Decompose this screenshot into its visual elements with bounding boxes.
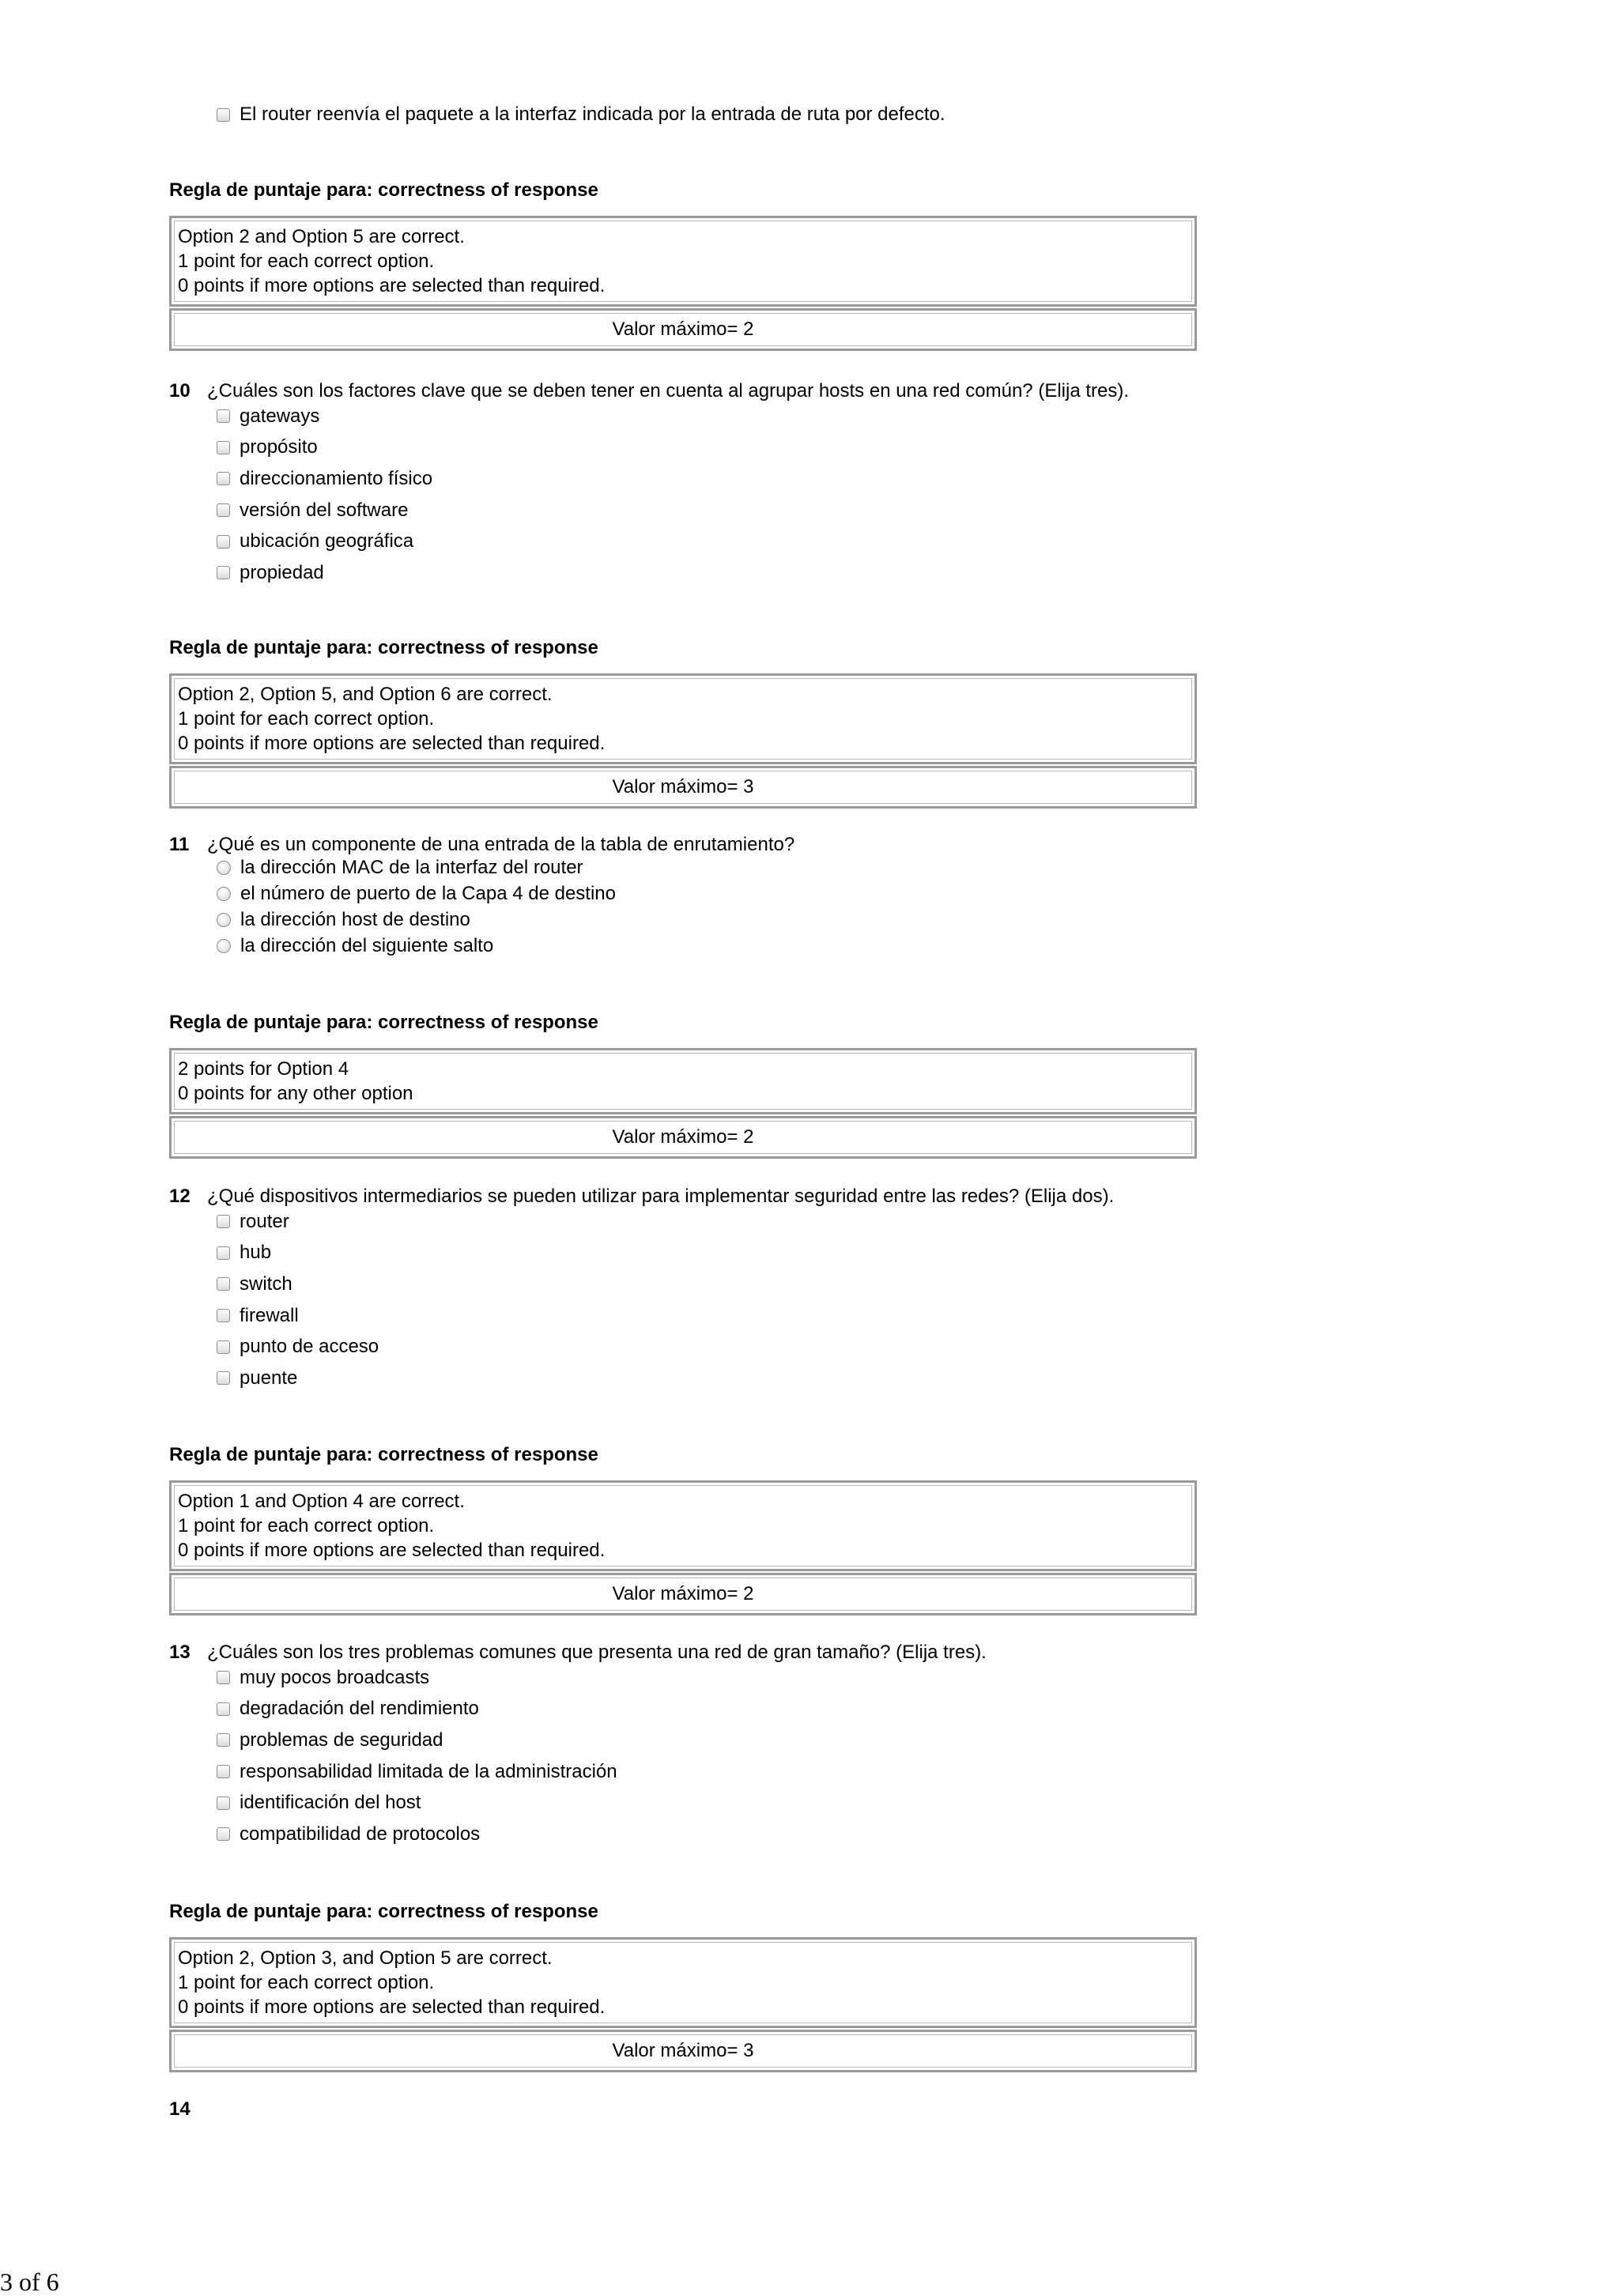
option-label: compatibilidad de protocolos [240, 1823, 481, 1845]
option-label: degradación del rendimiento [240, 1698, 479, 1720]
checkbox[interactable] [217, 1702, 230, 1716]
rule-box [169, 1937, 1197, 2028]
option-item[interactable] [217, 1206, 1197, 1238]
rule-line: 1 point for each correct option. [178, 1972, 435, 1993]
option-label: identificación del host [240, 1792, 421, 1814]
max-value: Valor máximo= 3 [174, 2034, 1192, 2068]
question-12 [169, 1186, 1197, 1394]
option-item[interactable] [217, 1363, 1197, 1394]
checkbox[interactable] [217, 1277, 230, 1291]
checkbox[interactable] [217, 472, 230, 485]
max-value-box [169, 308, 1197, 351]
checkbox[interactable] [217, 1827, 230, 1841]
rule-line: Option 2, Option 3, and Option 5 are correct. [178, 1947, 553, 1969]
checkbox[interactable] [217, 1796, 230, 1810]
rule-line: 0 points if more options are selected than required. [178, 733, 606, 754]
rule-heading: Regla de puntaje para: correctness of response [169, 1012, 598, 1033]
option-item[interactable] [217, 907, 1197, 933]
checkbox[interactable] [217, 566, 230, 579]
question-13 [169, 1642, 1197, 1850]
checkbox[interactable] [217, 441, 230, 454]
question-text: ¿Cuáles son los tres problemas comunes que presenta una red de gran tamaño? (Elija tres). [207, 1642, 987, 1663]
option-item[interactable] [217, 1662, 1197, 1694]
option-item[interactable] [217, 1756, 1197, 1788]
scoring-rule [169, 1444, 1197, 1615]
scoring-rule [169, 1012, 1197, 1159]
checkbox[interactable] [217, 1671, 230, 1684]
max-value-box [169, 1573, 1197, 1615]
question-11 [169, 834, 1197, 959]
option-item[interactable] [217, 557, 1197, 589]
option-label: direccionamiento físico [240, 467, 433, 489]
option-label: punto de acceso [240, 1336, 379, 1358]
option-item[interactable] [217, 401, 1197, 432]
checkbox[interactable] [217, 1733, 230, 1747]
option-item[interactable] [217, 1238, 1197, 1269]
question-text: ¿Qué dispositivos intermediarios se pueden utilizar para implementar seguridad entre las redes? (Elija dos). [207, 1186, 1115, 1207]
rule-heading: Regla de puntaje para: correctness of response [169, 637, 598, 658]
max-value: Valor máximo= 2 [174, 1578, 1192, 1611]
option-item[interactable] [217, 432, 1197, 464]
checkbox[interactable] [217, 409, 230, 423]
rule-line: 1 point for each correct option. [178, 251, 435, 272]
page-counter: 3 of 6 [0, 2268, 59, 2296]
checkbox[interactable] [217, 1765, 230, 1778]
rule-line: 0 points if more options are selected than required. [178, 275, 606, 296]
option-label: la dirección MAC de la interfaz del router [240, 856, 583, 878]
question-text: ¿Qué es un componente de una entrada de la tabla de enrutamiento? [207, 834, 795, 855]
option-label: firewall [240, 1304, 299, 1326]
max-value-box [169, 2030, 1197, 2072]
rule-line: Option 2, Option 5, and Option 6 are correct. [178, 684, 553, 705]
rule-line: Option 2 and Option 5 are correct. [178, 226, 465, 247]
rule-line: 1 point for each correct option. [178, 1515, 435, 1536]
option-item[interactable] [217, 1819, 1197, 1850]
option-label: hub [240, 1242, 272, 1264]
max-value: Valor máximo= 3 [174, 771, 1192, 804]
option-label: versión del software [240, 499, 409, 521]
rule-line: 2 points for Option 4 [178, 1058, 349, 1080]
question-number: 13 [169, 1642, 191, 1663]
option-item[interactable] [217, 526, 1197, 557]
max-value-box [169, 1116, 1197, 1159]
checkbox[interactable] [217, 1215, 230, 1228]
option-item[interactable] [217, 933, 1197, 959]
option-label: problemas de seguridad [240, 1729, 443, 1751]
checkbox[interactable] [217, 1309, 230, 1322]
option-label: switch [240, 1272, 292, 1295]
max-value: Valor máximo= 2 [174, 313, 1192, 346]
checkbox[interactable] [217, 1371, 230, 1385]
question-number: 11 [169, 834, 190, 855]
option-item[interactable] [217, 104, 1244, 126]
option-label: muy pocos broadcasts [240, 1666, 430, 1688]
checkbox[interactable] [217, 1246, 230, 1260]
option-item[interactable] [217, 495, 1197, 526]
rule-line: 0 points if more options are selected than required. [178, 1996, 606, 2018]
question-text: ¿Cuáles son los factores clave que se deben tener en cuenta al agrupar hosts en una red común? (Elija tres). [207, 380, 1130, 402]
radio-button[interactable] [217, 939, 231, 953]
question-14 [169, 2098, 1197, 2121]
question-number: 14 [169, 2098, 191, 2120]
option-label: ubicación geográfica [240, 530, 414, 552]
option-item[interactable] [217, 1694, 1197, 1725]
option-label: El router reenvía el paquete a la interfaz indicada por la entrada de ruta por defecto. [240, 104, 945, 125]
option-item[interactable] [217, 880, 1197, 907]
option-item[interactable] [217, 1300, 1197, 1332]
option-label: propiedad [240, 561, 324, 583]
checkbox[interactable] [217, 108, 230, 122]
option-item[interactable] [217, 1787, 1197, 1819]
scoring-rule [169, 179, 1197, 351]
option-item[interactable] [217, 1269, 1197, 1300]
option-label: responsabilidad limitada de la administración [240, 1760, 617, 1782]
question-10 [169, 380, 1197, 589]
option-label: el número de puerto de la Capa 4 de destino [240, 882, 616, 904]
option-label: la dirección del siguiente salto [240, 934, 494, 956]
scoring-rule [169, 637, 1197, 809]
checkbox[interactable] [217, 535, 230, 549]
radio-button[interactable] [217, 861, 231, 875]
option-label: puente [240, 1367, 298, 1389]
max-value-box [169, 766, 1197, 809]
radio-button[interactable] [217, 887, 231, 901]
option-item[interactable] [217, 1725, 1197, 1756]
rule-line: Option 1 and Option 4 are correct. [178, 1491, 465, 1512]
rule-box [169, 1048, 1197, 1114]
option-label: gateways [240, 405, 320, 427]
rule-box [169, 216, 1197, 307]
max-value: Valor máximo= 2 [174, 1121, 1192, 1154]
checkbox[interactable] [217, 503, 230, 517]
rule-heading: Regla de puntaje para: correctness of response [169, 1901, 598, 1922]
rule-heading: Regla de puntaje para: correctness of response [169, 1444, 598, 1465]
scoring-rule [169, 1901, 1197, 2072]
rule-line: 1 point for each correct option. [178, 708, 435, 730]
option-item[interactable] [217, 463, 1197, 495]
option-label: router [240, 1210, 289, 1232]
rule-line: 0 points for any other option [178, 1083, 413, 1104]
radio-button[interactable] [217, 913, 231, 927]
option-item[interactable] [217, 854, 1197, 880]
rule-box [169, 1480, 1197, 1571]
question-number: 12 [169, 1186, 191, 1207]
option-label: propósito [240, 436, 318, 458]
rule-box [169, 673, 1197, 764]
rule-line: 0 points if more options are selected than required. [178, 1540, 606, 1561]
checkbox[interactable] [217, 1340, 230, 1354]
rule-heading: Regla de puntaje para: correctness of response [169, 179, 598, 201]
option-item[interactable] [217, 1331, 1197, 1363]
question-number: 10 [169, 380, 191, 402]
option-label: la dirección host de destino [240, 908, 470, 930]
